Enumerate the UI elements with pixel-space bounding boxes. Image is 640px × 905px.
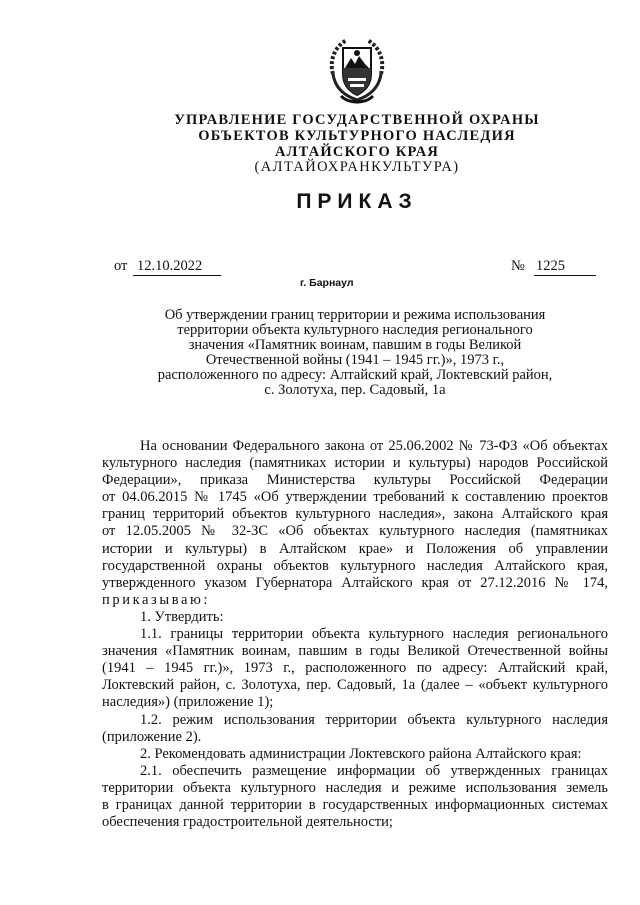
item-1-1-line: 1.1. границы территории объекта культурного наследия регионального <box>140 626 608 643</box>
document-body <box>102 438 608 831</box>
body-line: границ территорий объектов культурного наследия», закона Алтайского края <box>102 506 608 523</box>
item-2-1-line: территории объекта культурного наследия и режиме использования земель <box>102 779 608 796</box>
document-type-title: ПРИКАЗ <box>296 190 418 213</box>
body-line: государственной охраны объектов культурного наследия Алтайского края, <box>102 557 608 574</box>
date-label: от <box>114 258 128 274</box>
item-2: 2. Рекомендовать администрации Локтевского района Алтайского края: <box>140 745 582 762</box>
org-name-line-3: АЛТАЙСКОГО КРАЯ <box>274 144 440 160</box>
item-1-1-line: наследия») (приложение 1); <box>102 694 274 711</box>
subject-line: расположенного по адресу: Алтайский край, Локтевский район, <box>157 367 553 383</box>
item-2-1-line: в границах данной территории в государственных информационных системах <box>102 796 608 813</box>
body-line: истории и культуры) в Алтайском крае» и Положения об управлении <box>102 540 608 557</box>
subject-line: территории объекта культурного наследия регионального <box>177 322 533 338</box>
body-line: от 04.06.2015 № 1745 «Об утверждении требований к составлению проектов <box>102 489 608 506</box>
body-line: утвержденного указом Губернатора Алтайского края от 27.12.2016 № 174, <box>102 574 608 591</box>
item-1-1-line: Локтевский район, с. Золотуха, пер. Садовый, 1а (далее – «объект культурного <box>102 677 608 694</box>
item-1-1-line: (1941 – 1945 гг.)», 1973 г., расположенного по адресу: Алтайский край, <box>102 660 608 677</box>
document-number: 1225 <box>534 258 596 276</box>
body-line: культурного наследия (памятниках истории и культуры) народов Российской <box>102 455 608 472</box>
org-short-name: (АЛТАЙОХРАНКУЛЬТУРА) <box>254 159 460 175</box>
subject-line: значения «Памятник воинам, павшим в годы Великой <box>188 337 522 353</box>
item-1-2-line: (приложение 2). <box>102 728 202 745</box>
order-word: приказываю: <box>102 591 211 608</box>
item-2-1-line: 2.1. обеспечить размещение информации об утвержденных границах <box>140 762 608 779</box>
number-label: № <box>511 258 525 274</box>
item-1: 1. Утвердить: <box>140 608 224 625</box>
subject-line: Отечественной войны (1941 – 1945 гг.)», 1973 г., <box>205 352 505 368</box>
subject-line: Об утверждении границ территории и режима использования <box>164 307 546 323</box>
body-line: от 12.05.2005 № 32-ЗС «Об объектах культурного наследия (памятниках <box>102 523 608 540</box>
city-name: г. Барнаул <box>300 277 354 289</box>
body-line: На основании Федерального закона от 25.06.2002 № 73-ФЗ «Об объектах <box>140 438 608 454</box>
org-name-line-1: УПРАВЛЕНИЕ ГОСУДАРСТВЕННОЙ ОХРАНЫ <box>174 112 540 128</box>
item-1-2-line: 1.2. режим использования территории объекта культурного наследия <box>140 711 608 728</box>
subject-line: с. Золотуха, пер. Садовый, 1а <box>264 382 446 398</box>
body-line: Федерации», приказа Министерства культуры Российской Федерации <box>102 472 608 489</box>
coat-of-arms-emblem <box>323 34 391 106</box>
item-2-1-line: обеспечения градостроительной деятельности; <box>102 814 393 831</box>
item-1-1-line: значения «Памятник воинам, павшим в годы Великой Отечественной войны <box>102 643 608 660</box>
document-subject <box>140 308 570 398</box>
org-name-line-2: ОБЪЕКТОВ КУЛЬТУРНОГО НАСЛЕДИЯ <box>198 128 516 144</box>
document-date: 12.10.2022 <box>133 258 221 276</box>
